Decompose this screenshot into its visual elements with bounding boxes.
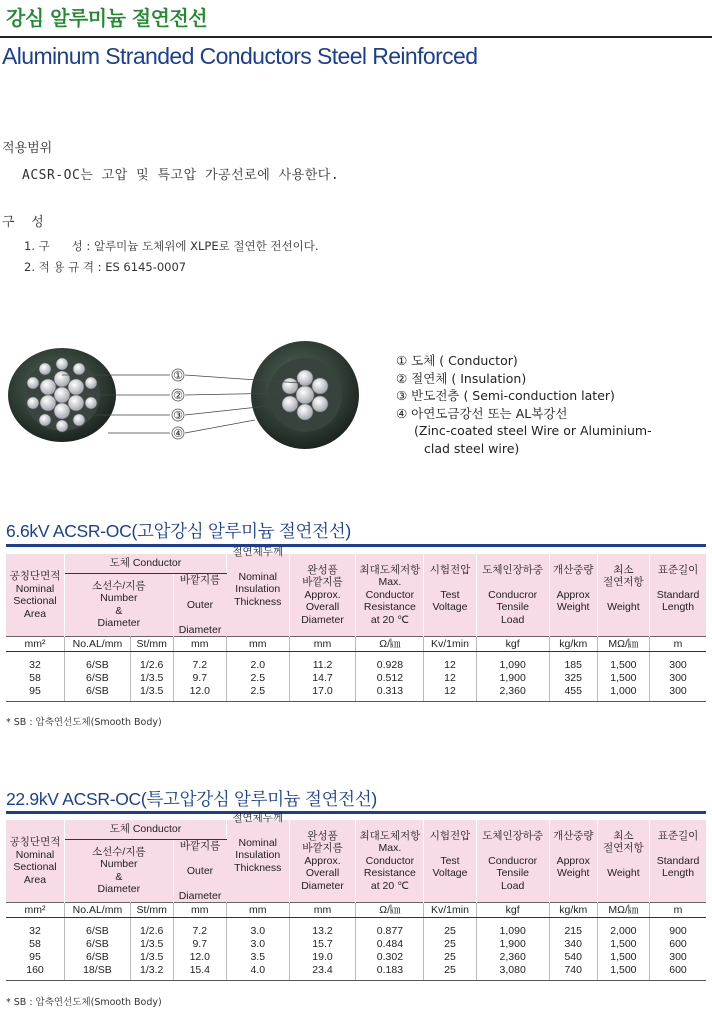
table-cell: 12 xyxy=(424,652,476,673)
table-cell: 18/SB xyxy=(65,964,131,981)
scope-heading: 적용범위 xyxy=(2,141,53,156)
unit-cell: m xyxy=(650,637,707,652)
header-resistance: 최대도체저항 Max. Conductor Resistance at 20 ℃ xyxy=(356,554,424,637)
header-tensile-load: 도체인장하중 Conducror Tensile Load xyxy=(476,820,549,903)
diagram-legend xyxy=(396,352,652,457)
table2-title: 22.9kV ACSR-OC(특고압강심 알루미늄 절연전선) xyxy=(6,789,377,809)
legend-item: ② 절연체 ( Insulation) xyxy=(396,370,527,386)
table-cell: 1/3.5 xyxy=(130,685,173,702)
table-cell: 0.928 xyxy=(356,652,424,673)
header-test-voltage: 시험전압 Test Voltage xyxy=(424,554,476,637)
table-cell: 455 xyxy=(549,685,597,702)
unit-cell: mm² xyxy=(6,903,65,918)
header-standard-length: 표준길이 Standard Length xyxy=(650,554,707,637)
table1-title-bar xyxy=(6,544,706,547)
table-cell: 300 xyxy=(650,951,707,964)
unit-cell: kg/km xyxy=(549,637,597,652)
unit-cell: kg/km xyxy=(549,903,597,918)
table2-title-bar xyxy=(6,811,706,814)
table-cell: 25 xyxy=(424,938,476,951)
table1-title: 6.6kV ACSR-OC(고압강심 알루미늄 절연전선) xyxy=(6,521,351,541)
unit-cell: mm xyxy=(226,637,289,652)
table-cell: 2,360 xyxy=(476,951,549,964)
header-number-diameter: 소선수/지름 Number & Diameter xyxy=(65,839,174,903)
header-overall-diameter: 완성품 바깥지름 Approx. Overall Diameter xyxy=(289,554,356,637)
table-cell: 600 xyxy=(650,938,707,951)
table-cell: 0.302 xyxy=(356,951,424,964)
table-row xyxy=(6,685,706,702)
table-cell: 1,500 xyxy=(597,672,649,685)
table-cell: 1/2.6 xyxy=(130,918,173,939)
table-cell: 6/SB xyxy=(65,685,131,702)
legend-item: ① 도체 ( Conductor) xyxy=(396,353,518,368)
legend-item: clad steel wire) xyxy=(424,440,520,456)
unit-cell: Ω/㎞ xyxy=(356,903,424,918)
unit-cell: mm xyxy=(289,903,356,918)
table-cell: 160 xyxy=(6,964,65,981)
table-cell: 1,090 xyxy=(476,918,549,939)
table-cell: 6/SB xyxy=(65,938,131,951)
unit-cell: No.AL/mm xyxy=(65,637,131,652)
header-weight: 개산중량 Approx Weight xyxy=(549,554,597,637)
table-cell: 340 xyxy=(549,938,597,951)
table-cell: 1,500 xyxy=(597,964,649,981)
header-standard-length: 표준길이 Standard Length xyxy=(650,820,707,903)
spec-table-6-6kv xyxy=(6,545,706,702)
table-cell: 95 xyxy=(6,951,65,964)
table-cell: 15.4 xyxy=(173,964,226,981)
spec-table-22-9kv xyxy=(6,811,706,981)
table-cell: 0.512 xyxy=(356,672,424,685)
composition-item: 2. 적 용 규 격 : ES 6145-0007 xyxy=(24,260,187,274)
table-cell: 1/2.6 xyxy=(130,652,173,673)
table-cell: 12.0 xyxy=(173,685,226,702)
table-cell: 300 xyxy=(650,652,707,673)
unit-cell: mm xyxy=(173,903,226,918)
unit-cell: m xyxy=(650,903,707,918)
unit-cell: Kv/1min xyxy=(424,903,476,918)
table-cell: 58 xyxy=(6,672,65,685)
header-number-diameter: 소선수/지름 Number & Diameter xyxy=(65,573,174,637)
table-cell: 9.7 xyxy=(173,672,226,685)
table-cell: 0.877 xyxy=(356,918,424,939)
table1-note: * SB : 압축연선도체(Smooth Body) xyxy=(6,717,162,728)
table-cell: 3,080 xyxy=(476,964,549,981)
table-cell: 6/SB xyxy=(65,652,131,673)
table-cell: 1/3.5 xyxy=(130,951,173,964)
table-row xyxy=(6,652,706,673)
legend-item: ③ 반도전층 ( Semi-conduction later) xyxy=(396,388,615,403)
header-min-insulation-resistance: 최소 절연저항 Weight xyxy=(597,820,649,903)
table-cell: 6/SB xyxy=(65,672,131,685)
header-insulation: 절연체두께 Nominal Insulation Thickness xyxy=(226,820,289,903)
unit-cell: Ω/㎞ xyxy=(356,637,424,652)
table-cell: 2.5 xyxy=(226,685,289,702)
table-cell: 14.7 xyxy=(289,672,356,685)
unit-cell: St/mm xyxy=(130,637,173,652)
table-cell: 185 xyxy=(549,652,597,673)
unit-cell: mm xyxy=(173,637,226,652)
table-cell: 12 xyxy=(424,672,476,685)
header-cross-section: 공칭단면적 Nominal Sectional Area xyxy=(6,554,65,637)
table-cell: 23.4 xyxy=(289,964,356,981)
legend-item: (Zinc-coated steel Wire or Aluminium- xyxy=(414,423,652,438)
table-cell: 3.0 xyxy=(226,918,289,939)
table-cell: 300 xyxy=(650,685,707,702)
unit-cell: St/mm xyxy=(130,903,173,918)
table-cell: 6/SB xyxy=(65,951,131,964)
table-cell: 58 xyxy=(6,938,65,951)
table-cell: 1/3.5 xyxy=(130,672,173,685)
page-title-english: Aluminum Stranded Conductors Steel Reinforced xyxy=(2,43,478,69)
table-cell: 0.313 xyxy=(356,685,424,702)
callout-number: ③ xyxy=(173,409,183,422)
header-outer-diameter: 바깥지름 Outer Diameter xyxy=(173,839,226,903)
unit-cell: MΩ/㎞ xyxy=(597,637,649,652)
cable-front-view xyxy=(251,341,359,449)
table-cell: 740 xyxy=(549,964,597,981)
composition-heading: 구 성 xyxy=(2,215,44,230)
table-cell: 2.0 xyxy=(226,652,289,673)
header-conductor: 도체 Conductor xyxy=(65,554,227,573)
scope-text: ACSR-OC는 고압 및 특고압 가공선로에 사용한다. xyxy=(22,168,340,183)
table-cell: 11.2 xyxy=(289,652,356,673)
table-row xyxy=(6,672,706,685)
header-resistance: 최대도체저항 Max. Conductor Resistance at 20 ℃ xyxy=(356,820,424,903)
unit-cell: Kv/1min xyxy=(424,637,476,652)
table-cell: 6/SB xyxy=(65,918,131,939)
table-cell: 1,000 xyxy=(597,685,649,702)
table-cell: 1,900 xyxy=(476,938,549,951)
table-row xyxy=(6,964,706,981)
table-cell: 9.7 xyxy=(173,938,226,951)
table-cell: 1,500 xyxy=(597,951,649,964)
table-cell: 1,090 xyxy=(476,652,549,673)
table-cell: 1,900 xyxy=(476,672,549,685)
table-cell: 2.5 xyxy=(226,672,289,685)
table-cell: 7.2 xyxy=(173,918,226,939)
table-cell: 15.7 xyxy=(289,938,356,951)
table2-body xyxy=(6,918,706,981)
table2-note: * SB : 압축연선도체(Smooth Body) xyxy=(6,997,162,1008)
table-cell: 0.484 xyxy=(356,938,424,951)
table1-body xyxy=(6,652,706,702)
unit-cell: kgf xyxy=(476,903,549,918)
unit-cell: MΩ/㎞ xyxy=(597,903,649,918)
unit-cell: mm² xyxy=(6,637,65,652)
table-cell: 540 xyxy=(549,951,597,964)
table-cell: 3.5 xyxy=(226,951,289,964)
callout-number: ① xyxy=(173,369,183,382)
legend-item: ④ 아연도금강선 또는 AL복강선 xyxy=(396,405,568,421)
callout-number: ② xyxy=(173,389,183,402)
table-cell: 12 xyxy=(424,685,476,702)
table-cell: 900 xyxy=(650,918,707,939)
table-cell: 7.2 xyxy=(173,652,226,673)
table-cell: 25 xyxy=(424,918,476,939)
header-tensile-load: 도체인장하중 Conducror Tensile Load xyxy=(476,554,549,637)
callout-number: ④ xyxy=(173,427,183,440)
unit-cell: kgf xyxy=(476,637,549,652)
header-weight: 개산중량 Approx Weight xyxy=(549,820,597,903)
table-cell: 0.183 xyxy=(356,964,424,981)
table-cell: 32 xyxy=(6,918,65,939)
table-row xyxy=(6,938,706,951)
header-test-voltage: 시험전압 Test Voltage xyxy=(424,820,476,903)
table-cell: 300 xyxy=(650,672,707,685)
table-cell: 325 xyxy=(549,672,597,685)
table-row xyxy=(6,918,706,939)
table-cell: 2,360 xyxy=(476,685,549,702)
table-cell: 12.0 xyxy=(173,951,226,964)
unit-cell: mm xyxy=(289,637,356,652)
table-cell: 1,500 xyxy=(597,652,649,673)
cable-cross-section-diagram xyxy=(0,338,370,453)
table-cell: 1/3.2 xyxy=(130,964,173,981)
table-cell: 215 xyxy=(549,918,597,939)
unit-cell: No.AL/mm xyxy=(65,903,131,918)
header-min-insulation-resistance: 최소 절연저항 Weight xyxy=(597,554,649,637)
table-cell: 13.2 xyxy=(289,918,356,939)
title-divider xyxy=(0,36,712,38)
header-outer-diameter: 바깥지름 Outer Diameter xyxy=(173,573,226,637)
table-cell: 17.0 xyxy=(289,685,356,702)
table-cell: 25 xyxy=(424,964,476,981)
header-insulation: 절연체두께 Nominal Insulation Thickness xyxy=(226,554,289,637)
table-cell: 95 xyxy=(6,685,65,702)
header-cross-section: 공칭단면적 Nominal Sectional Area xyxy=(6,820,65,903)
table-cell: 3.0 xyxy=(226,938,289,951)
table-cell: 1/3.5 xyxy=(130,938,173,951)
unit-cell: mm xyxy=(226,903,289,918)
composition-item: 1. 구 성 : 알루미늄 도체위에 XLPE로 절연한 전선이다. xyxy=(24,239,319,253)
page-title-korean: 강심 알루미늄 절연전선 xyxy=(6,6,208,30)
table-cell: 1,500 xyxy=(597,938,649,951)
table-row xyxy=(6,951,706,964)
table-cell: 600 xyxy=(650,964,707,981)
table-cell: 19.0 xyxy=(289,951,356,964)
header-conductor: 도체 Conductor xyxy=(65,820,227,839)
header-overall-diameter: 완성품 바깥지름 Approx. Overall Diameter xyxy=(289,820,356,903)
table-cell: 25 xyxy=(424,951,476,964)
table-cell: 32 xyxy=(6,652,65,673)
table-cell: 4.0 xyxy=(226,964,289,981)
table-cell: 2,000 xyxy=(597,918,649,939)
